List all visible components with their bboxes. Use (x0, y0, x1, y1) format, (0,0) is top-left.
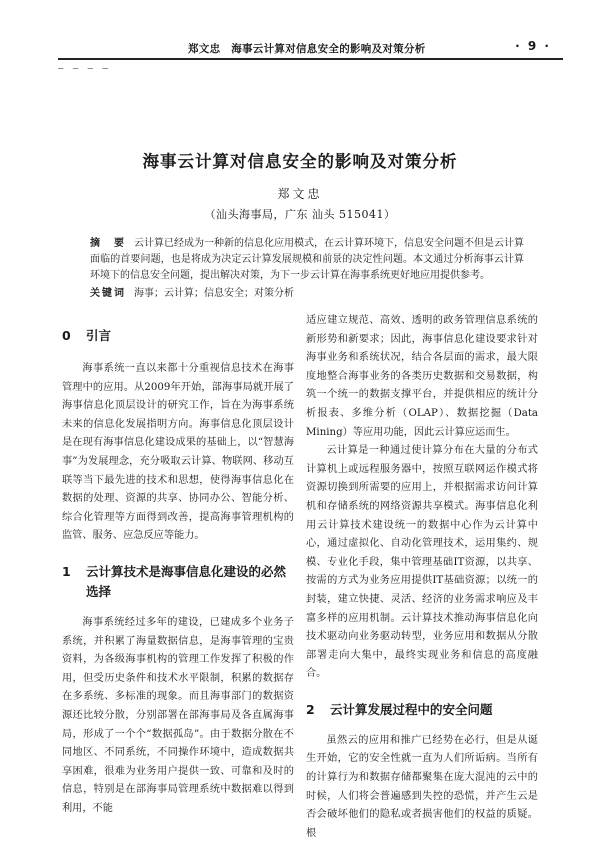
left-column (62, 312, 294, 818)
section-0-heading (62, 326, 294, 346)
page-number: · 9 · (515, 39, 551, 53)
keywords (90, 286, 524, 302)
author-name: 郑文忠 (277, 187, 323, 201)
section-1-heading (62, 562, 294, 602)
section-2-title: 云计算发展过程中的安全问题 (330, 701, 493, 717)
abstract (90, 236, 524, 284)
author-affiliation: （汕头海事局，广东 汕头 515041） (204, 208, 396, 221)
section-1-number: 1 (62, 563, 71, 579)
section-0-title: 引言 (86, 328, 112, 343)
section-1-title: 云计算技术是海事信息化建设的必然选择 (86, 563, 287, 599)
keywords-text: 海事；云计算；信息安全；对策分析 (134, 288, 294, 299)
section-2-heading (306, 700, 538, 720)
abstract-label: 摘 要 (90, 238, 126, 249)
paper-title: 海事云计算对信息安全的影响及对策分析 (142, 152, 458, 171)
running-title: 郑文忠 海事云计算对信息安全的影响及对策分析 (188, 43, 426, 55)
section-2-number: 2 (306, 701, 315, 717)
section-2-paragraph-1: 虽然云的应用和推广已经势在必行，但是从诞生开始，它的安全性就一直为人们所诟病。当所有的计算行为和数据存储都聚集在庞大混沌的云中的时候，人们将会普遍感到失控的恐慌，并产生云是否会破坏他们的隐私或者损害他们的权益的质疑。根 (306, 734, 538, 839)
keywords-label: 关键词 (90, 288, 126, 299)
section-1-paragraph-1: 海事系统经过多年的建设，已建成多个业务子系统，并积累了海量数据信息，是海事管理的宝贵资料，为各级海事机构的管理工作发挥了积极的作用，但受历史条件和技术水平限制，积累的数据存在多系统、多标准的现象。而且海事部门的数据资源还比较分散，分别部署在部海事局及各直属海事局，形成了一个个“数据孤岛”。由于数据分散在不同地区、不同系统，不同操作环境中，造成数据共享困难，很难为业务用户提供一致、可靠和及时的信息，特别是在部海事局管理系统中数据难以得到利用，不能 (62, 616, 294, 814)
abstract-text: 云计算已经成为一种新的信息化应用模式，在云计算环境下，信息安全问题不但是云计算面临的首要问题，也是将成为决定云计算发展规模和前景的决定性问题。本文通过分析海事云计算环境下的信息安全问题，提出解决对策，为下一步云计算在海事系统更好地应用提供参考。 (90, 238, 524, 281)
page-header (58, 38, 563, 60)
section-0-number: 0 (62, 328, 71, 343)
header-marks: — — — — (58, 64, 110, 74)
section-1-paragraph-2: 云计算是一种通过使计算分布在大量的分布式计算机上或远程服务器中，按照互联网运作模式将资源切换到所需要的应用上，并根据需求访问计算机和存储系统的网络资源共享模式。海事信息化利用云计算技术建设统一的数据中心作为云计算中心，通过虚拟化、自动化管理技术，运用集约、规模、专业化手段，集中管理基础IT资源，以共享、按需的方式为业务应用提供IT基础资源；以统一的封装，建立快捷、灵活、经济的业务需求响应及丰富多样的应用机制。云计算技术推动海事信息化向技术驱动向业务驱动转型，业务应用和数据从分散部署走向大集中，最终实现业务和信息的高度融合。 (306, 445, 538, 680)
section-0-paragraph: 海事系统一直以来都十分重视信息技术在海事管理中的应用。从2009年开始，部海事局就开展了海事信息化顶层设计的研究工作，旨在为海事系统未来的信息化发展指明方向。海事信息化顶层设计是在现有海事信息化建设成果的基础上，以“智慧海事”为发展理念，充分吸取云计算、物联网、移动互联等当下最先进的技术和思想，使得海事信息化在数据的处理、资源的共享、协同办公、智能分析、综合化管理等方面得到改善，提高海事管理机构的监管、服务、应急反应等能力。 (62, 363, 294, 542)
right-column (306, 312, 538, 843)
section-1-paragraph-1-continued: 适应建立规范、高效、透明的政务管理信息系统的新形势和新要求；因此，海事信息化建设要求针对海事业务和系统状况，结合各层面的需求，最大限度地整合海事业务的各类历史数据和交易数据，构筑一个统一的数据支撑平台，并提供相应的统计分析报表、多维分析（OLAP）、数据挖掘（Data Mining）等应用功能，因此云计算应运而生。 (306, 315, 538, 438)
